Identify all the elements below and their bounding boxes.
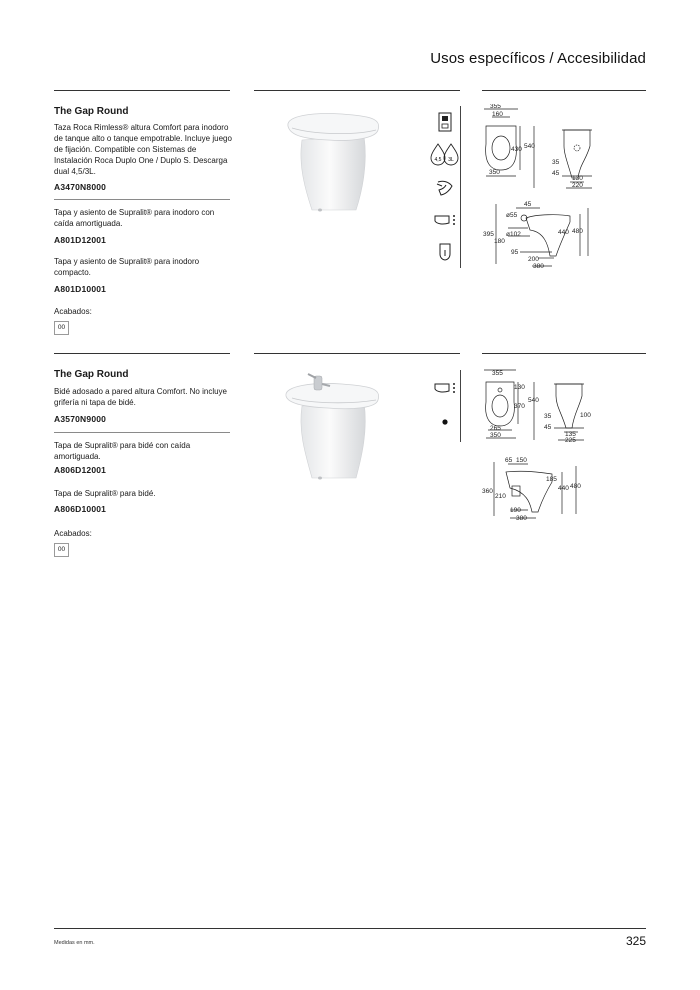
dim-label: 350 [490,432,501,439]
dim-label: 130 [572,175,583,182]
dim-label: 360 [482,488,493,495]
wall-hung-icon [430,376,460,400]
page-number: 325 [625,934,646,948]
dim-label: 130 [514,384,525,391]
dim-label: 180 [494,238,505,245]
dim-label: 200 [528,256,539,263]
dim-label: 100 [580,412,591,419]
dim-label: 380 [516,515,527,522]
dim-label: 440 [558,229,569,236]
accessory-description: Tapa de Supralit® para bidé. [54,489,156,498]
tap-hole-icon [430,410,460,434]
section-divider [482,90,646,91]
dim-label: 540 [528,397,539,404]
bidet-image [272,370,392,482]
dim-label: 35 [552,159,560,166]
product-title: The Gap Round [54,106,129,117]
accessory-code: A801D10001 [54,284,107,294]
product-description: Bidé adosado a pared altura Comfort. No incluye grifería ni tapa de bidé. [54,387,227,407]
finishes-label: Acabados: [54,307,92,316]
dim-label: 65 [505,457,513,464]
toilet-image [272,106,392,218]
dim-label: 45 [552,170,560,177]
dim-label: 355 [492,370,503,377]
dim-label: 45 [524,201,532,208]
wall-frame-icon [430,110,460,134]
dim-label: 355 [490,104,501,110]
divider [54,432,230,433]
rimless-icon [430,176,460,200]
dim-label: 150 [516,457,527,464]
product-title: The Gap Round [54,369,129,380]
dim-label: 190 [510,507,521,514]
dim-label: 160 [492,111,503,118]
dim-label: 350 [489,169,500,176]
dim-label: 95 [511,249,519,256]
technical-drawing [480,366,650,536]
dim-label: 480 [572,228,583,235]
divider [54,199,230,200]
feature-icons [430,370,461,442]
dim-label: 395 [483,231,494,238]
dim-label: 380 [533,263,544,270]
dim-label: 210 [495,493,506,500]
dim-label: 370 [514,403,525,410]
dim-label: 440 [558,485,569,492]
dual-flush-icon [430,142,460,168]
dim-label: 35 [544,413,552,420]
accessory-description: Tapa y asiento de Supralit® para inodoro compacto. [54,257,200,277]
dim-label: 135 [565,431,576,438]
floor-fixing-icon [430,240,460,264]
product-code: A3470N8000 [54,182,107,192]
accessory-description: Tapa y asiento de Supralit® para inodoro con caída amortiguada. [54,208,215,228]
dim-label: ø102 [506,231,521,238]
accessory-description: Tapa de Supralit® para bidé con caída amortiguada. [54,441,191,461]
feature-icons [430,106,461,268]
dim-label: 220 [572,182,583,189]
dim-label: 185 [546,476,557,483]
section-divider [254,353,460,354]
footer-divider [54,928,646,929]
dim-label: ø55 [506,212,518,219]
product-description: Taza Roca Rimless® altura Comfort para inodoro de tanque alto o tanque empotrable. Incluye juego de fijación. Compatible con Sistemas de Instalación Roca Duplo One / Duplo S. Descarga dual 4,5/3L. [54,123,232,176]
page-title: Usos específicos / Accesibilidad [430,50,646,67]
section-divider [54,90,230,91]
accessory-code: A806D12001 [54,465,107,475]
dim-label: 265 [490,425,501,432]
finish-swatch[interactable]: 00 [54,543,69,557]
dim-label: 540 [524,143,535,150]
accessory-code: A801D12001 [54,235,107,245]
section-divider [54,353,230,354]
dim-label: 45 [544,424,552,431]
wall-hung-icon [430,208,460,232]
flush-volume-left: 4,5 [434,157,442,163]
accessory-code: A806D10001 [54,504,107,514]
technical-drawing [480,104,650,272]
product-code: A3570N9000 [54,414,107,424]
footer-note: Medidas en mm. [54,940,95,946]
section-divider [482,353,646,354]
dim-label: 430 [511,146,522,153]
dim-label: 225 [565,437,576,444]
flush-volume-right: 3L [448,157,454,163]
finish-swatch[interactable]: 00 [54,321,69,335]
finishes-label: Acabados: [54,529,92,538]
dim-label: 480 [570,483,581,490]
section-divider [254,90,460,91]
